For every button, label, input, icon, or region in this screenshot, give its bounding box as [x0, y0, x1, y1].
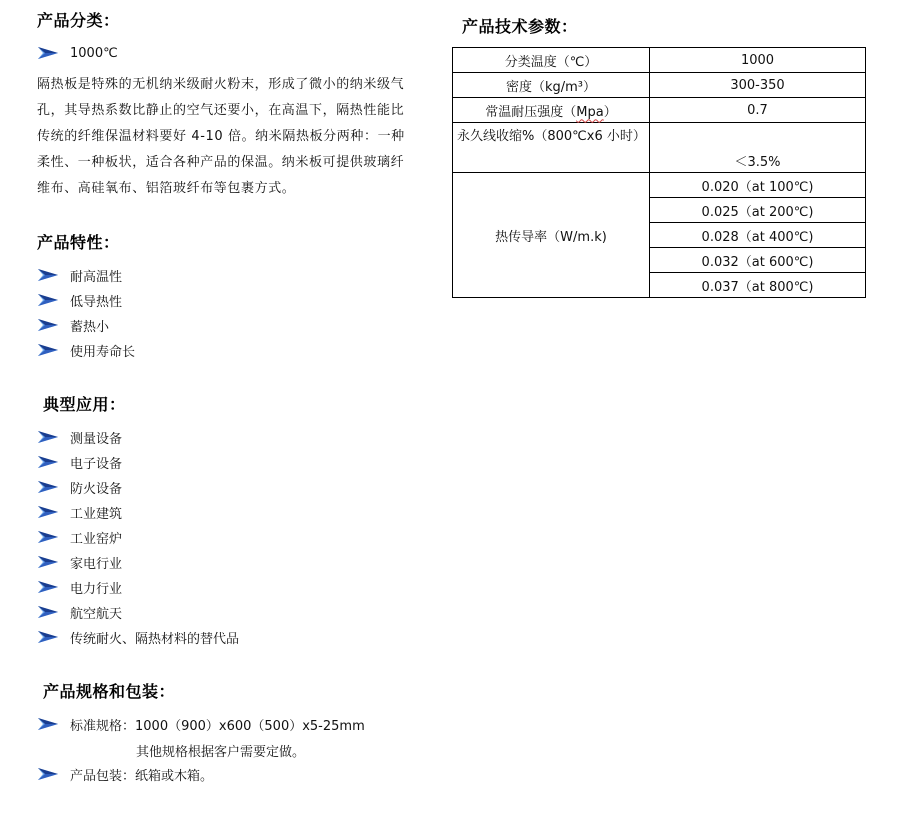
arrow-bullet-icon — [37, 454, 59, 470]
list-item — [37, 426, 122, 448]
conductivity-value: 0.020（at 100℃) — [650, 173, 866, 198]
features-heading: 产品特性： — [37, 233, 120, 252]
conductivity-value: 0.032（at 600℃) — [650, 248, 866, 273]
list-item — [37, 314, 109, 336]
list-item — [37, 42, 118, 64]
param-label: 永久线收缩%（800℃x6 小时） — [453, 123, 650, 173]
arrow-bullet-icon — [37, 766, 59, 782]
spec-label: 标准规格：1000（900）x600（500）x5-25mm — [70, 718, 365, 734]
param-value: ＜3.5% — [650, 123, 866, 173]
table-row — [453, 73, 866, 98]
list-item — [37, 451, 122, 473]
application-item: 电力行业 — [70, 581, 123, 597]
feature-item: 使用寿命长 — [70, 344, 136, 360]
classification-description: 隔热板是特殊的无机纳米级耐火粉末，形成了微小的纳米级气孔，其导热系数比静止的空气还要小，在高温下，隔热性能比传统的纤维保温材料要好 4-10 倍。纳米隔热板分两种：一种柔性、一种板状，适合各种产品的保温。纳米板可提供玻璃纤维布、高硅氧布、铝箔玻纤布等包裹方式。 — [37, 77, 405, 196]
list-item — [37, 713, 365, 735]
conductivity-value: 0.028（at 400℃) — [650, 223, 866, 248]
application-item: 防火设备 — [70, 481, 123, 497]
application-item: 家电行业 — [70, 556, 123, 572]
application-item: 测量设备 — [70, 431, 123, 447]
package-label: 产品包装：纸箱或木箱。 — [70, 768, 214, 784]
feature-item: 蓄热小 — [70, 319, 110, 335]
tech-heading: 产品技术参数： — [462, 17, 578, 36]
list-item — [37, 476, 122, 498]
table-row — [453, 123, 866, 173]
conductivity-label: 热传导率（W/m.k) — [453, 173, 650, 298]
param-label: 分类温度（℃） — [453, 48, 650, 73]
applications-heading: 典型应用： — [43, 395, 126, 414]
param-value: 300-350 — [650, 73, 866, 98]
list-item — [37, 264, 122, 286]
table-row — [453, 173, 866, 198]
tech-params-table — [452, 47, 866, 298]
spec-note: 其他规格根据客户需要定做。 — [136, 745, 306, 760]
feature-item: 低导热性 — [70, 294, 123, 310]
arrow-bullet-icon — [37, 45, 59, 61]
arrow-bullet-icon — [37, 317, 59, 333]
arrow-bullet-icon — [37, 579, 59, 595]
param-label-suffix: ） — [603, 104, 617, 120]
param-label-prefix: 常温耐压强度（ — [485, 104, 577, 120]
application-item: 航空航天 — [70, 606, 123, 622]
arrow-bullet-icon — [37, 292, 59, 308]
param-label-unit: Mpa — [576, 104, 604, 120]
arrow-bullet-icon — [37, 429, 59, 445]
param-value: 0.7 — [650, 98, 866, 123]
list-item — [37, 501, 122, 523]
table-row — [453, 98, 866, 123]
list-item — [37, 601, 122, 623]
list-item — [37, 551, 122, 573]
arrow-bullet-icon — [37, 604, 59, 620]
packaging-heading: 产品规格和包装： — [43, 682, 176, 701]
application-item: 工业窑炉 — [70, 531, 123, 547]
param-label: 密度（kg/m³） — [453, 73, 650, 98]
application-item: 传统耐火、隔热材料的替代品 — [70, 631, 240, 647]
classification-item: 1000℃ — [70, 45, 118, 61]
arrow-bullet-icon — [37, 629, 59, 645]
conductivity-value: 0.037（at 800℃) — [650, 273, 866, 298]
arrow-bullet-icon — [37, 529, 59, 545]
feature-item: 耐高温性 — [70, 269, 123, 285]
arrow-bullet-icon — [37, 479, 59, 495]
list-item — [37, 763, 213, 785]
application-item: 工业建筑 — [70, 506, 123, 522]
list-item — [37, 289, 122, 311]
arrow-bullet-icon — [37, 504, 59, 520]
param-value: 1000 — [650, 48, 866, 73]
list-item — [37, 626, 239, 648]
arrow-bullet-icon — [37, 342, 59, 358]
arrow-bullet-icon — [37, 554, 59, 570]
arrow-bullet-icon — [37, 267, 59, 283]
classification-heading: 产品分类： — [37, 11, 120, 30]
list-item — [37, 526, 122, 548]
table-row — [453, 48, 866, 73]
conductivity-value: 0.025（at 200℃) — [650, 198, 866, 223]
list-item — [37, 339, 135, 361]
arrow-bullet-icon — [37, 716, 59, 732]
param-label — [453, 98, 650, 123]
application-item: 电子设备 — [70, 456, 123, 472]
list-item — [37, 576, 122, 598]
